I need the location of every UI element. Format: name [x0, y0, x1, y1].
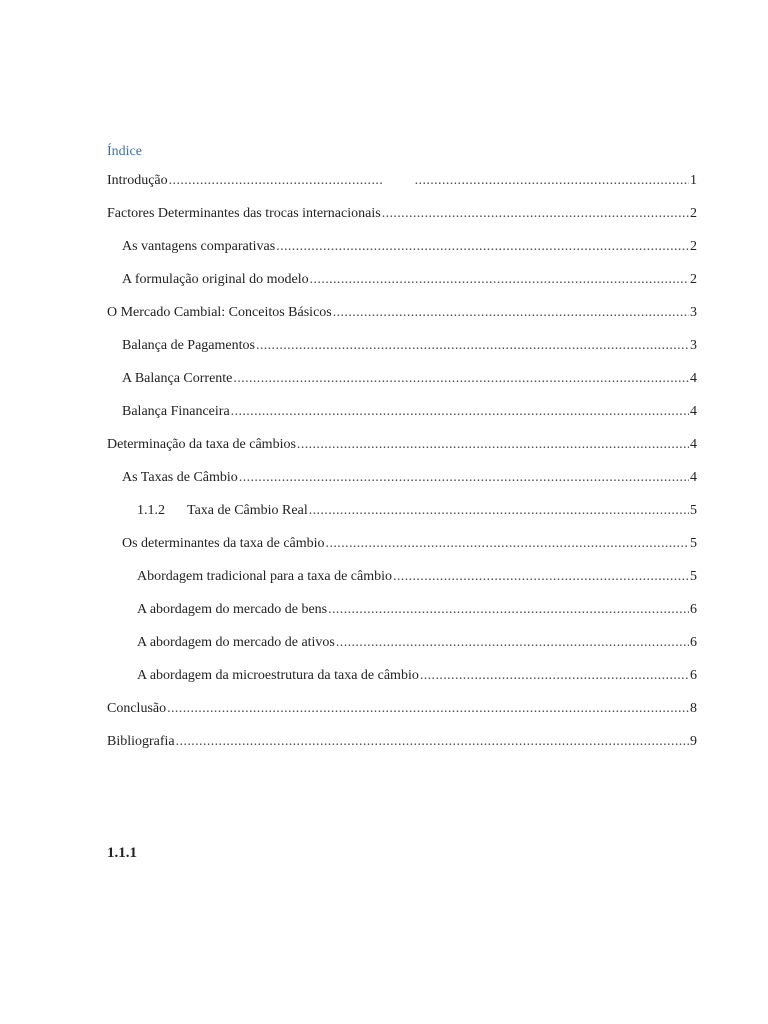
toc-entry-taxas-de-cambio[interactable]: [107, 469, 697, 502]
toc-entry-mercado-cambial[interactable]: [107, 304, 697, 337]
toc-entry-page: 5: [690, 536, 697, 551]
toc-entry-page: 4: [690, 404, 697, 419]
toc-leader: [393, 568, 689, 586]
toc-entry-balanca-corrente[interactable]: [107, 370, 697, 403]
toc-leader: [231, 403, 689, 421]
toc-entry-label: Abordagem tradicional para a taxa de câmbio: [137, 569, 392, 584]
toc-entry-label: Factores Determinantes das trocas internacionais: [107, 206, 381, 221]
toc-entry-label: Taxa de Câmbio Real: [187, 503, 308, 518]
toc-entry-factores-determinantes[interactable]: [107, 205, 697, 238]
toc-entry-formulacao-original[interactable]: [107, 271, 697, 304]
toc-entry-page: 2: [690, 206, 697, 221]
toc-entry-page: 1: [690, 173, 697, 188]
toc-entry-page: 2: [690, 239, 697, 254]
toc-entry-page: 3: [690, 305, 697, 320]
toc-entry-introducao[interactable]: [107, 172, 697, 205]
toc-leader: [169, 172, 383, 190]
toc-entry-label: Introdução: [107, 173, 168, 188]
toc-leader: [382, 205, 689, 223]
toc-entry-page: 4: [690, 371, 697, 386]
toc-title: Índice: [107, 144, 142, 159]
toc-entry-determinacao-taxa[interactable]: [107, 436, 697, 469]
toc-leader: [333, 304, 689, 322]
toc-entry-page: 6: [690, 635, 697, 650]
toc-entry-page: 4: [690, 437, 697, 452]
toc-entry-balanca-pagamentos[interactable]: [107, 337, 697, 370]
toc-leader: [420, 667, 689, 685]
toc-leader: [233, 370, 689, 388]
toc-entry-label: As vantagens comparativas: [122, 239, 276, 254]
toc-entry-label: Balança Financeira: [122, 404, 230, 419]
toc-entry-abordagem-mercado-ativos[interactable]: [107, 634, 697, 667]
toc-entry-label: Conclusão: [107, 701, 167, 716]
toc-leader: [176, 733, 689, 751]
toc-entry-label: As Taxas de Câmbio: [122, 470, 238, 485]
toc-entry-conclusao[interactable]: [107, 700, 697, 733]
toc-entry-abordagem-tradicional[interactable]: [107, 568, 697, 601]
toc-entry-label: Determinação da taxa de câmbios: [107, 437, 296, 452]
toc-leader: [336, 634, 689, 652]
toc-leader: [297, 436, 689, 454]
table-of-contents: [107, 172, 697, 766]
toc-entry-label: A Balança Corrente: [122, 371, 233, 386]
toc-leader: [310, 271, 689, 289]
toc-entry-balanca-financeira[interactable]: [107, 403, 697, 436]
toc-entry-label: A abordagem do mercado de ativos: [137, 635, 335, 650]
toc-leader: [326, 535, 689, 553]
toc-entry-page: 5: [690, 503, 697, 518]
toc-entry-label: Balança de Pagamentos: [122, 338, 255, 353]
toc-entry-taxa-cambio-real[interactable]: [107, 502, 697, 535]
toc-entry-page: 6: [690, 602, 697, 617]
toc-leader: [328, 601, 689, 619]
toc-entry-bibliografia[interactable]: [107, 733, 697, 766]
toc-entry-page: 9: [690, 734, 697, 749]
toc-entry-label: O Mercado Cambial: Conceitos Básicos: [107, 305, 332, 320]
toc-entry-label: A formulação original do modelo: [122, 272, 309, 287]
toc-entry-page: 6: [690, 668, 697, 683]
toc-leader: [415, 172, 689, 190]
toc-entry-determinantes-taxa[interactable]: [107, 535, 697, 568]
toc-entry-number: 1.1.2: [137, 503, 165, 518]
toc-entry-label: Os determinantes da taxa de câmbio: [122, 536, 325, 551]
toc-entry-page: 8: [690, 701, 697, 716]
toc-entry-vantagens-comparativas[interactable]: [107, 238, 697, 271]
toc-leader: [309, 502, 689, 520]
toc-leader: [276, 238, 689, 256]
toc-entry-page: 5: [690, 569, 697, 584]
toc-leader: [256, 337, 689, 355]
toc-entry-label: A abordagem do mercado de bens: [137, 602, 328, 617]
toc-leader: [239, 469, 689, 487]
toc-entry-label: A abordagem da microestrutura da taxa de câmbio: [137, 668, 419, 683]
toc-entry-abordagem-mercado-bens[interactable]: [107, 601, 697, 634]
toc-entry-label: Bibliografia: [107, 734, 175, 749]
toc-leader: [167, 700, 689, 718]
section-heading: 1.1.1: [107, 845, 137, 861]
toc-entry-page: 4: [690, 470, 697, 485]
toc-entry-page: 2: [690, 272, 697, 287]
toc-entry-abordagem-microestrutura[interactable]: [107, 667, 697, 700]
toc-entry-page: 3: [690, 338, 697, 353]
